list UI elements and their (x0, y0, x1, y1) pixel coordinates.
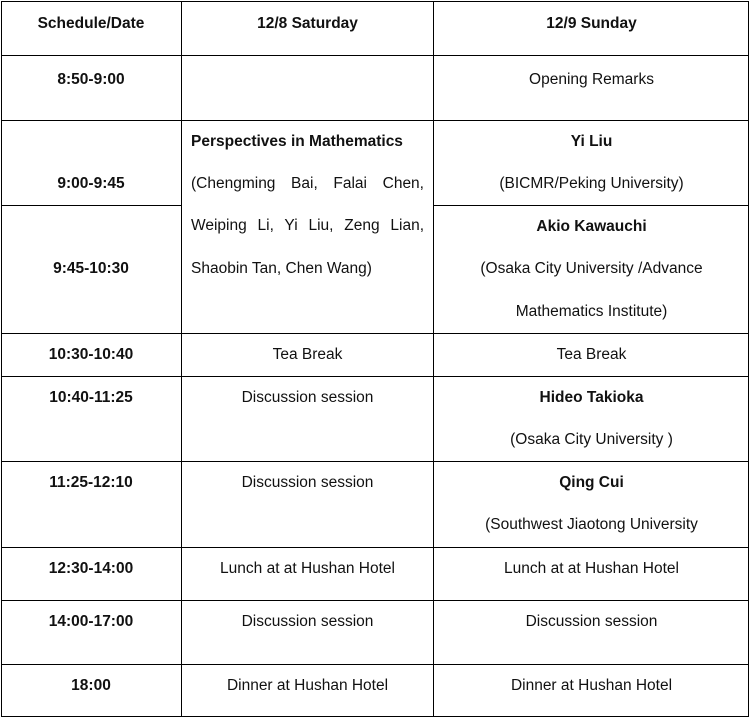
sun-opening-remarks: Opening Remarks (529, 71, 654, 88)
sun-speaker-affiliation: (BICMR/Peking University) (499, 175, 684, 192)
perspectives-speakers-line: Shaobin Tan, Chen Wang) (191, 260, 372, 277)
sun-tea-break: Tea Break (556, 346, 627, 363)
sun-lunch: Lunch at at Hushan Hotel (504, 560, 679, 577)
sun-speaker-affiliation: (Osaka City University /Advance (480, 260, 703, 277)
row-divider (1, 664, 749, 665)
row-divider (1, 461, 749, 462)
header-sunday: 12/9 Sunday (546, 15, 637, 32)
sat-tea-break: Tea Break (272, 346, 343, 363)
header-time: Schedule/Date (37, 15, 145, 32)
time-slot: 9:00-9:45 (57, 175, 125, 192)
sat-discussion: Discussion session (241, 474, 374, 491)
sun-speaker-affiliation: (Southwest Jiaotong University (485, 516, 698, 533)
row-divider (1, 120, 749, 121)
row-divider (1, 600, 749, 601)
sat-dinner: Dinner at Hushan Hotel (226, 677, 389, 694)
perspectives-title: Perspectives in Mathematics (191, 133, 403, 150)
sun-speaker-name: Akio Kawauchi (536, 218, 647, 235)
time-slot: 11:25-12:10 (49, 474, 133, 491)
row-divider (433, 205, 749, 206)
time-slot: 12:30-14:00 (48, 560, 134, 577)
time-slot: 10:40-11:25 (49, 389, 133, 406)
sun-speaker-name: Qing Cui (559, 474, 624, 491)
sun-speaker-affiliation: (Osaka City University ) (510, 431, 673, 448)
time-slot: 10:30-10:40 (48, 346, 134, 363)
sun-speaker-name: Hideo Takioka (539, 389, 644, 406)
row-divider (1, 55, 749, 56)
time-slot: 14:00-17:00 (48, 613, 134, 630)
time-slot: 18:00 (71, 677, 111, 694)
row-divider (1, 376, 749, 377)
row-divider (1, 205, 181, 206)
sun-speaker-affiliation: Mathematics Institute) (515, 303, 668, 320)
perspectives-speakers-line: Weiping Li, Yi Liu, Zeng Lian, (191, 217, 424, 234)
perspectives-cell (191, 132, 424, 332)
header-saturday: 12/8 Saturday (257, 15, 358, 32)
sat-lunch: Lunch at at Hushan Hotel (220, 560, 395, 577)
row-divider (1, 333, 749, 334)
perspectives-speakers-line: (Chengming Bai, Falai Chen, (191, 175, 424, 192)
time-slot: 8:50-9:00 (57, 71, 125, 88)
sat-discussion: Discussion session (241, 389, 374, 406)
sun-dinner: Dinner at Hushan Hotel (510, 677, 673, 694)
sun-discussion: Discussion session (525, 613, 658, 630)
row-divider (1, 547, 749, 548)
time-slot: 9:45-10:30 (53, 260, 129, 277)
sat-discussion: Discussion session (241, 613, 374, 630)
sun-speaker-name: Yi Liu (570, 133, 613, 150)
